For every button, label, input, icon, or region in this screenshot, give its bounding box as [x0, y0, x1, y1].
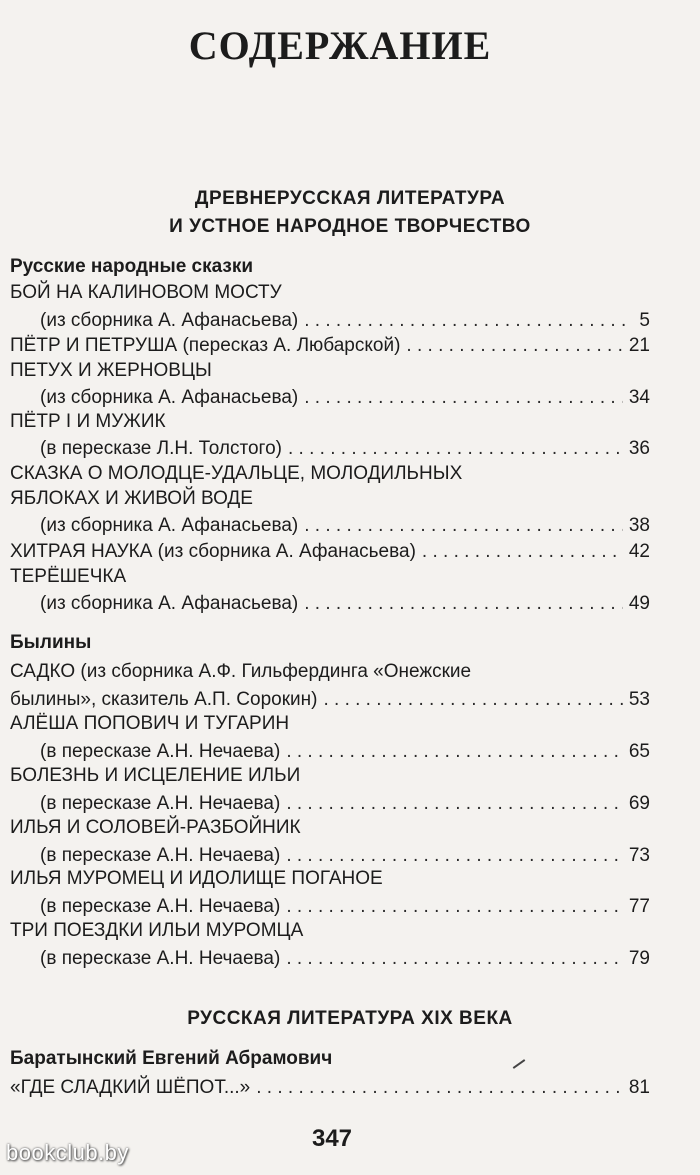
- toc-page-number: 81: [628, 1077, 650, 1098]
- toc-page-number: 34: [628, 387, 650, 408]
- toc-page-number: 36: [628, 438, 650, 459]
- toc-entry-tri[interactable]: [40, 946, 650, 972]
- leader-dots: [256, 1075, 623, 1101]
- toc-title-tereshechka: ТЕРЁШЕЧКА: [10, 566, 127, 587]
- toc-title: былины», сказитель А.П. Сорокин): [10, 689, 318, 710]
- toc-subtitle: (в пересказе А.Н. Нечаева): [40, 845, 281, 866]
- section-heading-old-russian-2: И УСТНОЕ НАРОДНОЕ ТВОРЧЕСТВО: [169, 216, 531, 237]
- toc-page-number: 49: [628, 593, 650, 614]
- toc-entry-petr[interactable]: [10, 333, 650, 359]
- leader-dots: [304, 591, 623, 617]
- toc-entry-alesha[interactable]: [40, 739, 650, 765]
- toc-entry-petukh[interactable]: [40, 385, 650, 411]
- toc-subtitle: (в пересказе А.Н. Нечаева): [40, 741, 281, 762]
- toc-subtitle: (в пересказе Л.Н. Толстого): [40, 438, 282, 459]
- toc-title-solovei: ИЛЬЯ И СОЛОВЕЙ-РАЗБОЙНИК: [10, 817, 301, 838]
- toc-subtitle: (из сборника А. Афанасьева): [40, 387, 299, 408]
- watermark-logo: bookclub.by: [6, 1140, 129, 1165]
- toc-page-number: 53: [628, 689, 650, 710]
- toc-title-sadko-1: САДКО (из сборника А.Ф. Гильфердинга «Онежские: [10, 661, 472, 682]
- toc-title-skazka-1: СКАЗКА О МОЛОДЦЕ-УДАЛЬЦЕ, МОЛОДИЛЬНЫХ: [10, 463, 463, 484]
- leader-dots: [288, 436, 623, 462]
- toc-subtitle: (из сборника А. Афанасьева): [40, 515, 299, 536]
- page-title: СОДЕРЖАНИЕ: [188, 23, 492, 68]
- page-number: 347: [311, 1125, 353, 1152]
- toc-title-skazka-2: ЯБЛОКАХ И ЖИВОЙ ВОДЕ: [10, 488, 253, 509]
- toc-title-petukh: ПЕТУХ И ЖЕРНОВЦЫ: [10, 360, 212, 381]
- section-heading-old-russian-1: ДРЕВНЕРУССКАЯ ЛИТЕРАТУРА: [194, 188, 506, 209]
- toc-subtitle: (в пересказе А.Н. Нечаева): [40, 948, 281, 969]
- toc-page-number: 5: [639, 310, 650, 331]
- toc-title-tri: ТРИ ПОЕЗДКИ ИЛЬИ МУРОМЦА: [10, 920, 304, 941]
- leader-dots: [406, 333, 622, 359]
- toc-page-number: 21: [628, 335, 650, 356]
- toc-page-number: 65: [628, 741, 650, 762]
- toc-subtitle: (из сборника А. Афанасьева): [40, 310, 299, 331]
- toc-title: ХИТРАЯ НАУКА (из сборника А. Афанасьева): [10, 541, 416, 562]
- leader-dots: [286, 946, 623, 972]
- group-heading-baratynsky: Баратынский Евгений Абрамович: [10, 1048, 333, 1069]
- leader-dots: [323, 687, 622, 713]
- toc-title-alesha: АЛЁША ПОПОВИЧ И ТУГАРИН: [10, 713, 290, 734]
- leader-dots: [304, 308, 633, 334]
- toc-entry-idolishche[interactable]: [40, 894, 650, 920]
- toc-subtitle: (в пересказе А.Н. Нечаева): [40, 896, 281, 917]
- pencil-mark: [513, 1059, 526, 1069]
- toc-page-number: 42: [628, 541, 650, 562]
- toc-entry-boi[interactable]: [40, 308, 650, 334]
- toc-entry-gde-sladkiy-shepot[interactable]: [10, 1075, 650, 1101]
- leader-dots: [422, 539, 623, 565]
- leader-dots: [304, 513, 623, 539]
- toc-page-number: 38: [628, 515, 650, 536]
- toc-page-number: 79: [628, 948, 650, 969]
- toc-subtitle: (в пересказе А.Н. Нечаева): [40, 793, 281, 814]
- toc-title-idolishche: ИЛЬЯ МУРОМЕЦ И ИДОЛИЩЕ ПОГАНОЕ: [10, 868, 383, 889]
- toc-entry-tereshechka[interactable]: [40, 591, 650, 617]
- toc-title-bolezn: БОЛЕЗНЬ И ИСЦЕЛЕНИЕ ИЛЬИ: [10, 765, 301, 786]
- leader-dots: [286, 894, 623, 920]
- toc-page-number: 73: [628, 845, 650, 866]
- toc-page-number: 69: [628, 793, 650, 814]
- toc-entry-petr1[interactable]: [40, 436, 650, 462]
- group-heading-folk-tales: Русские народные сказки: [10, 256, 254, 277]
- toc-title-boi: БОЙ НА КАЛИНОВОМ МОСТУ: [10, 282, 282, 303]
- section-heading-19th-century: РУССКАЯ ЛИТЕРАТУРА XIX ВЕКА: [187, 1008, 513, 1029]
- leader-dots: [304, 385, 623, 411]
- toc-title: ПЁТР И ПЕТРУША (пересказ А. Любарской): [10, 335, 401, 356]
- toc-entry-sadko[interactable]: [10, 687, 650, 713]
- toc-page-number: 77: [628, 896, 650, 917]
- leader-dots: [286, 791, 623, 817]
- toc-title: «ГДЕ СЛАДКИЙ ШЁПОТ...»: [10, 1077, 251, 1098]
- leader-dots: [286, 739, 623, 765]
- toc-subtitle: (из сборника А. Афанасьева): [40, 593, 299, 614]
- toc-entry-skazka[interactable]: [40, 513, 650, 539]
- toc-entry-bolezn[interactable]: [40, 791, 650, 817]
- toc-entry-nauka[interactable]: [10, 539, 650, 565]
- toc-title-petr1: ПЁТР I И МУЖИК: [10, 411, 166, 432]
- group-heading-byliny: Былины: [10, 632, 92, 653]
